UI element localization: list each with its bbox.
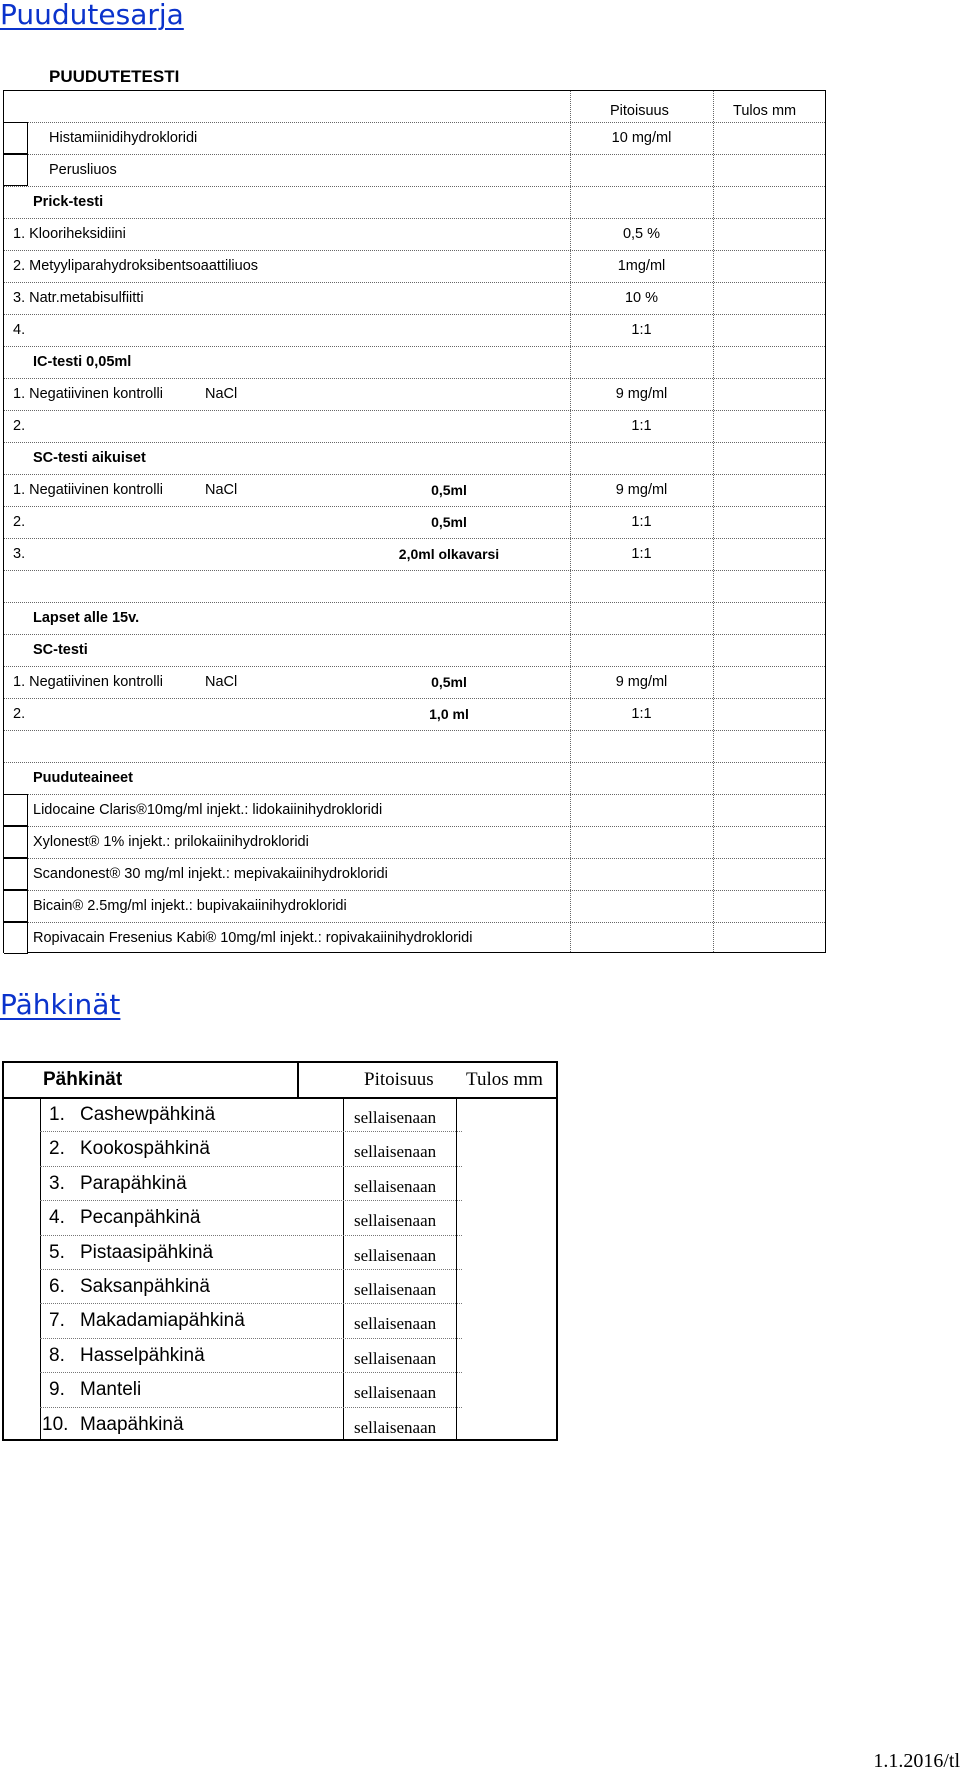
row-divider <box>4 410 825 411</box>
row-concentration: 9 mg/ml <box>615 482 668 498</box>
row-divider <box>4 858 825 859</box>
row-marker-box <box>4 890 28 922</box>
row-divider <box>4 538 825 539</box>
row-divider <box>4 730 825 731</box>
row-label: Puuduteaineet <box>33 770 133 786</box>
nut-name: Pistaasipähkinä <box>80 1241 214 1263</box>
row-divider <box>4 666 825 667</box>
row-dose: 1,0 ml <box>429 706 469 722</box>
row-concentration: 1:1 <box>631 418 652 434</box>
row-marker-box <box>4 922 28 954</box>
row-label: 1. Negatiivinen kontrolli <box>13 482 163 498</box>
row-label: Scandonest® 30 mg/ml injekt.: mepivakaiinihydrokloridi <box>33 866 388 882</box>
row-agent: NaCl <box>205 386 238 402</box>
row-agent: NaCl <box>205 674 238 690</box>
row-divider <box>4 634 825 635</box>
table-header <box>4 1063 556 1099</box>
row-label: Xylonest® 1% injekt.: prilokaiinihydrokloridi <box>33 834 309 850</box>
row-divider <box>4 282 825 283</box>
row-marker-box <box>4 154 28 186</box>
row-divider <box>4 890 825 891</box>
row-concentration: 1:1 <box>631 322 652 338</box>
nut-number: 8. <box>49 1344 65 1366</box>
row-divider <box>4 922 825 923</box>
row-label: 4. <box>13 322 26 338</box>
row-divider <box>4 698 825 699</box>
row-dose: 0,5ml <box>431 514 467 530</box>
nut-number: 10. <box>42 1413 69 1435</box>
row-label: 2. Metyyliparahydroksibentsoaattiliuos <box>13 258 259 274</box>
row-concentration: 1:1 <box>631 546 652 562</box>
row-divider <box>4 442 825 443</box>
nut-concentration: sellaisenaan <box>354 1108 437 1127</box>
nut-name: Parapähkinä <box>80 1172 187 1194</box>
row-label: Lidocaine Claris®10mg/ml injekt.: lidokaiinihydrokloridi <box>33 802 383 818</box>
row-concentration: 9 mg/ml <box>615 386 668 402</box>
nut-number: 3. <box>49 1172 65 1194</box>
test-table-title: PUUDUTETESTI <box>49 67 180 86</box>
nut-concentration: sellaisenaan <box>354 1176 437 1196</box>
section-title-puudutesarja: Puudutesarja <box>0 0 184 31</box>
row-label: SC-testi <box>33 642 88 658</box>
anesthetic-test-table <box>3 90 826 953</box>
row-concentration: 10 % <box>624 290 659 306</box>
row-divider <box>4 122 825 123</box>
nut-concentration: sellaisenaan <box>354 1280 437 1299</box>
nut-name: Pecanpähkinä <box>80 1207 201 1229</box>
row-divider <box>4 762 825 763</box>
nut-concentration: sellaisenaan <box>354 1211 437 1231</box>
row-divider <box>4 602 825 603</box>
nut-number: 1. <box>49 1104 65 1125</box>
row-agent: NaCl <box>205 482 238 498</box>
row-divider <box>4 570 825 571</box>
document-date-footer: 1.1.2016/tl <box>873 1750 960 1772</box>
column-header-nuts: Pähkinät <box>43 1069 123 1090</box>
nut-concentration: sellaisenaan <box>354 1417 437 1437</box>
nut-number: 4. <box>49 1207 65 1229</box>
section-title-pahkinat: Pähkinät <box>0 988 121 1021</box>
row-label: Bicain® 2.5mg/ml injekt.: bupivakaiinihydrokloridi <box>33 898 347 914</box>
row-label: 1. Klooriheksidiini <box>13 226 126 242</box>
row-label: 3. <box>13 546 26 562</box>
row-divider <box>4 346 825 347</box>
row-label: 1. Negatiivinen kontrolli <box>13 386 163 402</box>
nut-name: Manteli <box>80 1379 142 1401</box>
row-label: 2. <box>13 514 26 530</box>
row-label: Prick-testi <box>33 194 104 210</box>
row-label: SC-testi aikuiset <box>33 450 146 466</box>
row-divider <box>4 794 825 795</box>
row-divider <box>4 250 825 251</box>
nut-concentration: sellaisenaan <box>354 1383 437 1403</box>
nut-concentration: sellaisenaan <box>354 1142 437 1162</box>
row-label: Lapset alle 15v. <box>33 610 140 626</box>
nut-number: 9. <box>49 1379 65 1401</box>
row-divider <box>4 826 825 827</box>
row-label: Histamiinidihydrokloridi <box>49 130 198 146</box>
row-marker-box <box>4 858 28 890</box>
nut-number: 5. <box>49 1241 65 1263</box>
row-marker-box <box>4 794 28 826</box>
row-dose: 0,5ml <box>431 674 467 690</box>
row-dose: 0,5ml <box>431 482 467 498</box>
row-divider <box>4 474 825 475</box>
row-divider <box>4 378 825 379</box>
row-concentration: 9 mg/ml <box>615 674 668 690</box>
row-divider <box>4 154 825 155</box>
row-dose: 2,0ml olkavarsi <box>398 546 500 562</box>
nut-number: 7. <box>49 1310 65 1332</box>
row-marker-box <box>4 122 28 154</box>
column-divider <box>713 91 714 952</box>
row-label: 3. Natr.metabisulfiitti <box>13 290 144 306</box>
nut-test-table <box>2 1061 558 1441</box>
row-label: 2. <box>13 418 26 434</box>
row-concentration: 1:1 <box>631 514 652 530</box>
row-divider <box>4 186 825 187</box>
nut-name: Cashewpähkinä <box>80 1104 216 1125</box>
nut-number: 2. <box>49 1138 65 1160</box>
nut-name: Maapähkinä <box>80 1413 184 1435</box>
column-header-result: Tulos mm <box>733 103 797 119</box>
column-divider <box>297 1063 299 1097</box>
row-concentration: 1:1 <box>631 706 652 722</box>
nut-number: 6. <box>49 1276 65 1297</box>
row-label: Perusliuos <box>49 162 117 178</box>
column-header-result: Tulos mm <box>466 1069 543 1090</box>
row-concentration: 10 mg/ml <box>611 130 672 146</box>
column-header-concentration: Pitoisuus <box>610 103 669 119</box>
nut-concentration: sellaisenaan <box>354 1348 437 1368</box>
nut-name: Makadamiapähkinä <box>80 1310 245 1332</box>
nut-name: Saksanpähkinä <box>80 1276 210 1297</box>
row-label: IC-testi 0,05ml <box>33 354 132 370</box>
row-divider <box>4 218 825 219</box>
row-label: Ropivacain Fresenius Kabi® 10mg/ml injekt.: ropivakaiinihydrokloridi <box>33 930 473 946</box>
row-label: 2. <box>13 706 26 722</box>
row-divider <box>4 314 825 315</box>
nut-concentration: sellaisenaan <box>354 1314 437 1334</box>
row-label: 1. Negatiivinen kontrolli <box>13 674 163 690</box>
row-concentration: 1mg/ml <box>617 258 666 274</box>
nut-concentration: sellaisenaan <box>354 1245 437 1265</box>
nut-name: Hasselpähkinä <box>80 1344 205 1366</box>
column-header-concentration: Pitoisuus <box>364 1069 434 1090</box>
row-divider <box>4 506 825 507</box>
nut-name: Kookospähkinä <box>80 1138 210 1160</box>
row-concentration: 0,5 % <box>622 226 661 242</box>
row-marker-box <box>4 826 28 858</box>
